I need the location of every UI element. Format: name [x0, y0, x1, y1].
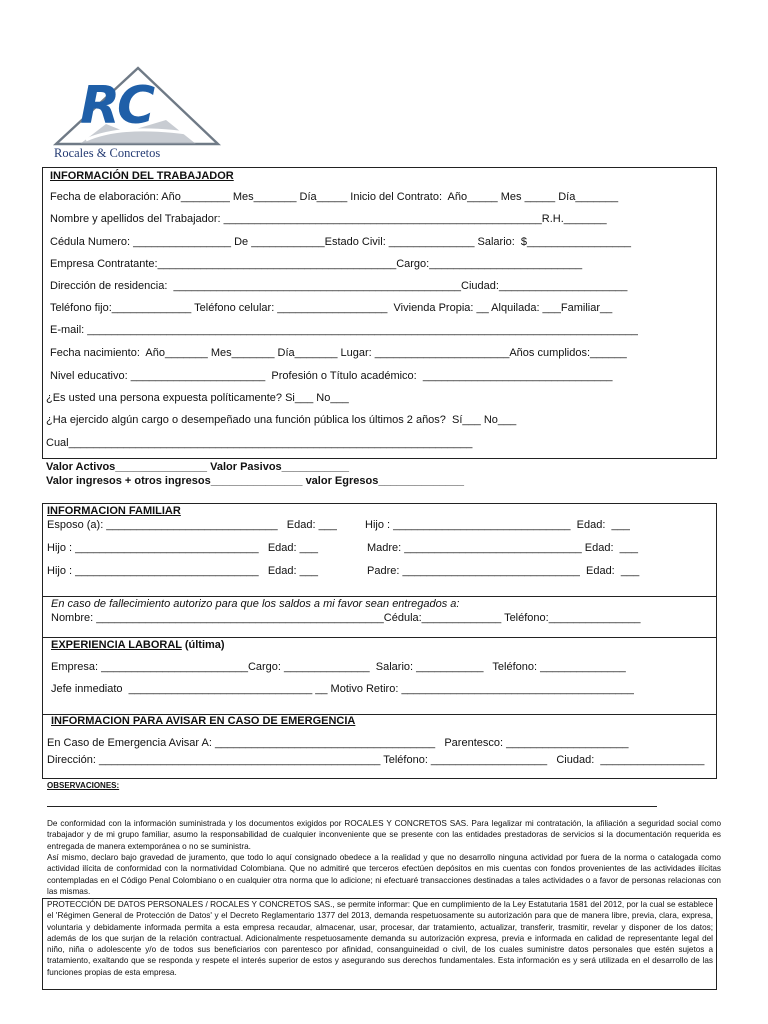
worker-row-pep[interactable]: ¿Es usted una persona expuesta políticamente? Si___ No___	[46, 392, 349, 404]
worker-row-address[interactable]: Dirección de residencia: _______________________________________________Ciudad:_____________________	[50, 280, 628, 292]
observations-line[interactable]	[47, 806, 657, 807]
work-experience-heading	[51, 638, 225, 652]
family-info-heading: INFORMACION FAMILIAR	[47, 505, 181, 517]
beneficiary-statement: En caso de fallecimiento autorizo para que los saldos a mi favor sean entregados a:	[51, 598, 460, 610]
work-experience-heading-text: EXPERIENCIA LABORAL	[51, 639, 182, 651]
family-row-mother[interactable]: Madre: _____________________________ Edad: ___	[367, 542, 638, 554]
family-row-child-1[interactable]: Hijo : _____________________________ Edad: ___	[365, 519, 630, 531]
logo-company-name: Rocales & Concretos	[54, 146, 161, 160]
beneficiary-row[interactable]: Nombre: _______________________________________________Cédula:_____________ Teléfono:_______________	[51, 612, 641, 624]
work-experience-heading-suffix: (última)	[181, 639, 225, 651]
work-row-boss[interactable]: Jefe inmediato ______________________________ __ Motivo Retiro: ______________________________________	[51, 683, 634, 695]
emergency-row-contact[interactable]: En Caso de Emergencia Avisar A: ____________________________________ Parentesco: ____________________	[47, 737, 629, 749]
emergency-row-address[interactable]: Dirección: ______________________________________________ Teléfono: ___________________ Ciudad: _________________	[47, 754, 705, 766]
family-row-child-3[interactable]: Hijo : ______________________________ Edad: ___	[47, 565, 318, 577]
worker-row-name[interactable]: Nombre y apellidos del Trabajador: ____________________________________________________R.H._______	[50, 213, 607, 225]
assets-liabilities-row[interactable]: Valor Activos_______________ Valor Pasivos___________	[46, 461, 349, 473]
worker-row-which[interactable]: Cual__________________________________________________________________	[46, 437, 473, 449]
work-row-company[interactable]: Empresa: ________________________Cargo: ______________ Salario: ___________ Teléfono: ______________	[51, 661, 626, 673]
family-row-child-2[interactable]: Hijo : ______________________________ Edad: ___	[47, 542, 318, 554]
declaration-paragraph-1: De conformidad con la información suministrada y los documentos exigidos por ROCALES Y CONCRETOS SAS. Para legalizar mi contratación, la afiliación a seguridad social como trabajador y de mi grupo familiar, asumo la responsabilidad de cualquier inconveniente que se presente con las entidades prestadoras de servicios si la documentación requerida es entregada de manera extemporánea o no se suministra.	[47, 819, 721, 851]
logo-monogram: RC	[80, 76, 153, 136]
family-row-father[interactable]: Padre: _____________________________ Edad: ___	[367, 565, 640, 577]
worker-info-heading: INFORMACIÓN DEL TRABAJADOR	[50, 170, 234, 182]
worker-row-email[interactable]: E-mail: __________________________________________________________________________________________	[50, 324, 638, 336]
worker-row-public-office[interactable]: ¿Ha ejercido algún cargo o desempeñado una función pública los últimos 2 años? Sí___ No___	[46, 414, 517, 426]
worker-row-id[interactable]: Cédula Numero: ________________ De ____________Estado Civil: ______________ Salario: $_________________	[50, 236, 632, 248]
worker-row-dates[interactable]: Fecha de elaboración: Año________ Mes_______ Día_____ Inicio del Contrato: Año_____ Mes _____ Día_______	[50, 191, 619, 203]
emergency-heading: INFORMACION PARA AVISAR EN CASO DE EMERGENCIA	[51, 715, 356, 727]
family-row-spouse[interactable]: Esposo (a): ____________________________ Edad: ___	[47, 519, 337, 531]
observations-label: OBSERVACIONES:	[47, 781, 120, 790]
worker-row-birth[interactable]: Fecha nacimiento: Año_______ Mes_______ Día_______ Lugar: ______________________Años cumplidos:______	[50, 347, 627, 359]
worker-row-company[interactable]: Empresa Contratante:_______________________________________Cargo:_________________________	[50, 258, 583, 270]
declaration-paragraph-2: Así mismo, declaro bajo gravedad de juramento, que todo lo aquí consignado obedece a la realidad y que no desarrollo ninguna actividad por fuera de la norma o catalogada como actividad ilícita de conformidad con la normatividad Colombiana. Que no admitiré que terceros efectúen depósitos en mis cuentas con fondos provenientes de las actividades ilícitas contempladas en el Código Penal Colombiano o en cualquier otra norma que lo adicione; ni efectuaré transacciones destinadas a tales actividades o a favor de personas relacionas con las mismas.	[47, 853, 721, 896]
worker-row-education[interactable]: Nivel educativo: ______________________ Profesión o Título académico: _______________________________	[50, 370, 613, 382]
company-logo	[46, 62, 226, 166]
data-protection-text: PROTECCIÓN DE DATOS PERSONALES / ROCALES Y CONCRETOS SAS., se permite informar: Que en cumplimiento de la Ley Estatutaria 1581 del 2012, por la cual se establece el 'Régimen General de Protección de Datos' y el Decreto Reglamentario 1377 del 2013, demanda respetuosamente su autorización para que de manera libre, previa, clara, expresa, voluntaria y debidamente informada permita a esta empresa recaudar, almacenar, usar, procesar, dar tratamiento, actualizar, transferir, trasmitir, revelar y disponer de los datos; además de los que surjan de la relación contractual. Adicionalmente respetuosamente demanda su autorización expresa, previa e informada en calidad de representante legal del niño, niña o adolescente y/o de todos sus beneficiarios con parentesco por afinidad, consanguineidad o civil, de los cuales suministre datos personales que estén sujetos a tratamiento, exaltando que se responda y respete el interés superior de estos y asegurando sus derechos fundamentales. Esta información es y será utilizada en el desarrollo de las funciones propias de esta empresa.	[47, 900, 713, 977]
worker-row-phones[interactable]: Teléfono fijo:_____________ Teléfono celular: __________________ Vivienda Propia: __ Alquilada: ___Familiar__	[50, 302, 613, 314]
income-expenses-row[interactable]: Valor ingresos + otros ingresos_______________ valor Egresos______________	[46, 475, 464, 487]
